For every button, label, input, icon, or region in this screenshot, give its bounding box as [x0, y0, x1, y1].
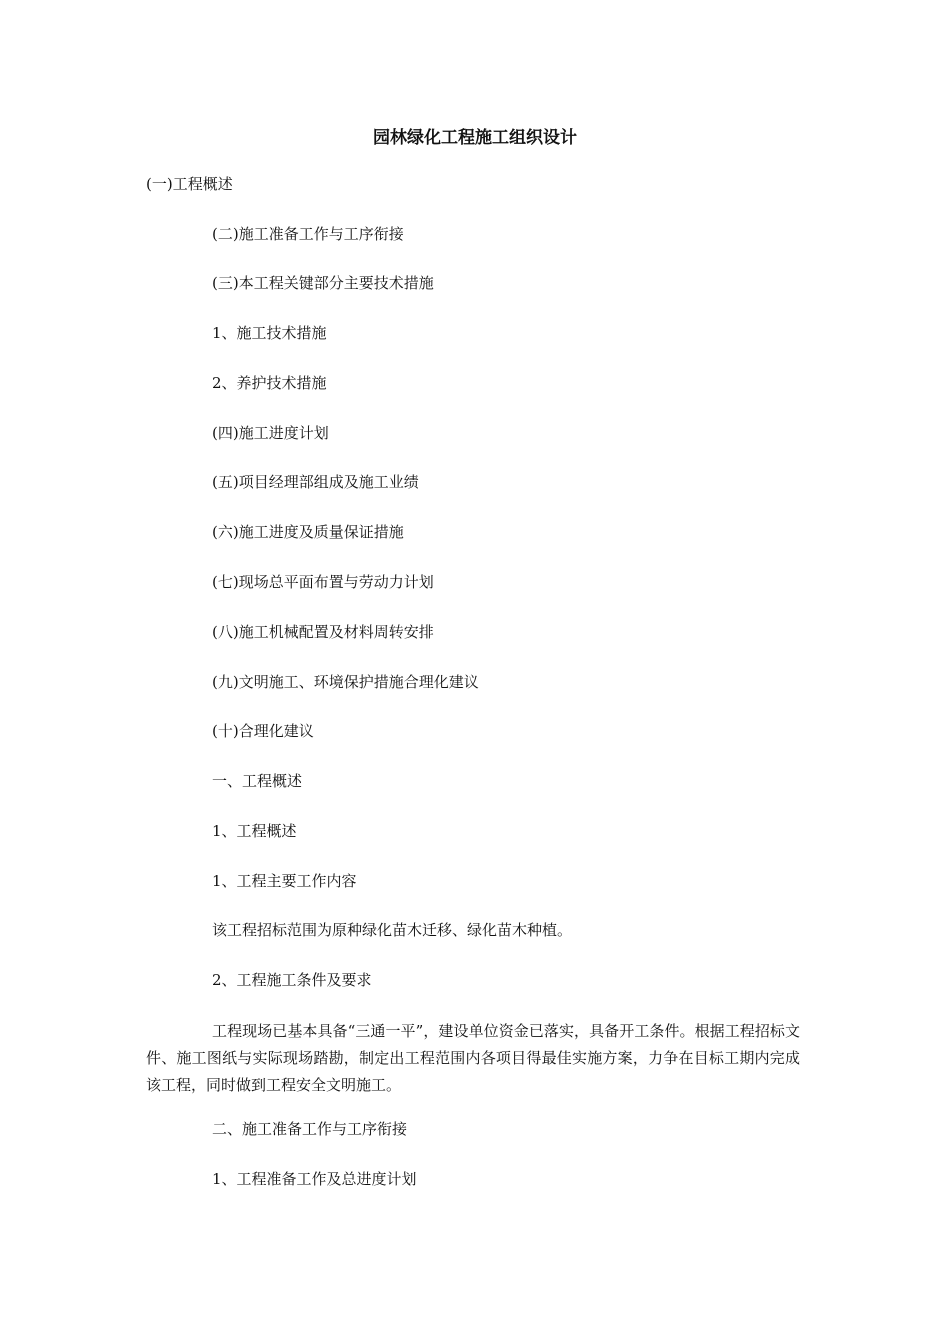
toc-item: (八)施工机械配置及材料周转安排	[212, 623, 434, 641]
toc-item: 2、养护技术措施	[212, 374, 327, 392]
subsection-heading: 1、工程概述	[212, 822, 297, 840]
toc-item: (三)本工程关键部分主要技术措施	[212, 274, 434, 292]
toc-item: (十)合理化建议	[212, 722, 314, 740]
body-paragraph: 工程现场已基本具备“三通一平”，建设单位资金已落实，具备开工条件。根据工程招标文件、施工图纸与实际现场踏勘，制定出工程范围内各项目得最佳实施方案，力争在目标工期内完成该工程，同时做到工程安全文明施工。	[146, 1022, 800, 1094]
toc-item: (九)文明施工、环境保护措施合理化建议	[212, 673, 479, 691]
toc-item: (七)现场总平面布置与劳动力计划	[212, 573, 434, 591]
section-heading: 一、工程概述	[212, 772, 303, 790]
toc-item: (六)施工进度及质量保证措施	[212, 523, 404, 541]
subsection-heading: 2、工程施工条件及要求	[212, 971, 372, 989]
subsection-heading: 1、工程主要工作内容	[212, 872, 357, 890]
section-heading: 二、施工准备工作与工序衔接	[212, 1120, 408, 1138]
body-text: 该工程招标范围为原种绿化苗木迁移、绿化苗木种植。	[212, 921, 573, 939]
toc-item: (二)施工准备工作与工序衔接	[212, 225, 404, 243]
toc-item: 1、施工技术措施	[212, 324, 327, 342]
document-title: 园林绿化工程施工组织设计	[373, 128, 577, 148]
toc-item: (五)项目经理部组成及施工业绩	[212, 473, 419, 491]
toc-item: (一)工程概述	[146, 175, 233, 193]
toc-item: (四)施工进度计划	[212, 424, 329, 442]
subsection-heading: 1、工程准备工作及总进度计划	[212, 1170, 417, 1188]
